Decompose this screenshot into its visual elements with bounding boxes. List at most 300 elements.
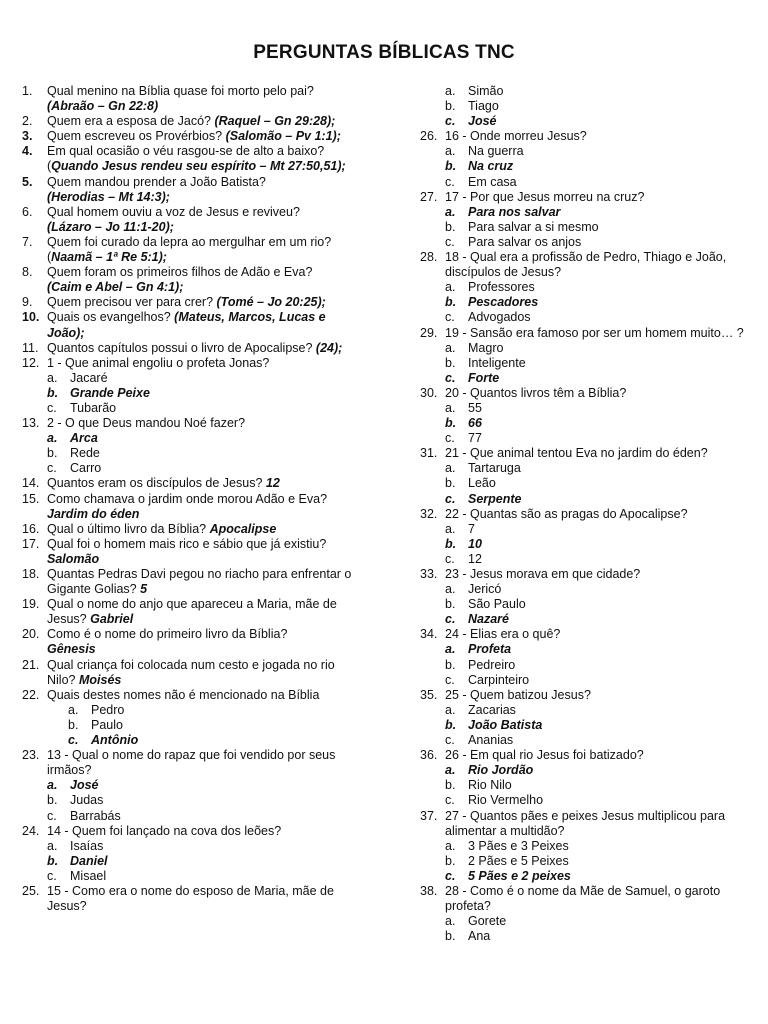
option-text: Grande Peixe	[70, 385, 150, 400]
question-text	[47, 144, 354, 174]
question-item	[22, 114, 354, 129]
question-item	[22, 235, 354, 265]
option-letter: a.	[47, 778, 58, 793]
question-text	[445, 507, 750, 522]
question-prompt: Quem precisou ver para crer?	[47, 295, 217, 310]
answer-option	[420, 854, 750, 869]
question-number: 16.	[22, 521, 40, 536]
question-item	[22, 84, 354, 114]
option-text: Professores	[468, 280, 535, 295]
question-prompt: 2 - O que Deus mandou Noé fazer?	[47, 416, 246, 431]
question-prompt: 19 - Sansão era famoso por ser um homem muito… ?	[445, 325, 744, 340]
question-item	[420, 884, 750, 914]
option-letter: a.	[445, 144, 456, 159]
question-text	[47, 567, 354, 597]
option-letter: a.	[445, 400, 456, 415]
answer-text: (Caim e Abel – Gn 4:1);	[47, 280, 184, 295]
option-text: Barrabás	[70, 808, 121, 823]
option-letter: a.	[445, 84, 456, 98]
question-text	[445, 326, 750, 341]
option-text: Inteligente	[468, 355, 526, 370]
option-text: Profeta	[468, 642, 512, 657]
option-letter: b.	[445, 416, 457, 431]
option-text: Rio Jordão	[468, 763, 534, 778]
question-number: 27.	[420, 189, 438, 204]
option-letter: c.	[445, 310, 455, 325]
option-text: 55	[468, 400, 482, 415]
option-letter: a.	[445, 838, 456, 853]
answer-option	[420, 341, 750, 356]
option-letter: b.	[445, 597, 456, 612]
question-item	[22, 341, 354, 356]
option-letter: b.	[445, 536, 457, 551]
answer-option	[420, 733, 750, 748]
option-text: Ana	[468, 929, 491, 944]
question-prompt: Quem era a esposa de Jacó?	[47, 114, 215, 129]
option-letter: b.	[445, 476, 456, 491]
question-text	[47, 658, 354, 688]
answer-option	[420, 673, 750, 688]
answer-option	[420, 310, 750, 325]
answer-option	[420, 597, 750, 612]
option-text: Em casa	[468, 174, 517, 189]
answer-option	[420, 84, 750, 99]
correct-option	[22, 386, 354, 401]
option-text: Daniel	[70, 853, 108, 868]
option-letter: b.	[445, 219, 456, 234]
question-prompt: 14 - Quem foi lançado na cova dos leões?	[47, 823, 282, 838]
question-item	[22, 265, 354, 295]
option-letter: c.	[47, 808, 57, 823]
option-letter: a.	[47, 370, 58, 385]
answer-option	[22, 809, 354, 824]
option-letter: c.	[445, 174, 455, 189]
question-item	[420, 688, 750, 703]
option-text: Para salvar a si mesmo	[468, 219, 599, 234]
question-number: 36.	[420, 748, 438, 763]
option-letter: a.	[47, 431, 58, 446]
answer-text: Moisés	[78, 672, 122, 687]
option-letter: b.	[445, 99, 456, 114]
question-text	[47, 627, 354, 657]
question-prompt: 17 - Por que Jesus morreu na cruz?	[445, 189, 645, 204]
option-letter: a.	[68, 702, 79, 717]
question-item	[22, 627, 354, 657]
question-text	[47, 537, 354, 567]
question-item	[420, 326, 750, 341]
answer-text: Quando Jesus rendeu seu espírito – Mt 27:50,51);	[51, 159, 346, 174]
correct-option	[420, 205, 750, 220]
question-number: 7.	[22, 234, 33, 249]
option-text: Judas	[70, 793, 104, 808]
answer-option	[420, 522, 750, 537]
question-number: 15.	[22, 491, 40, 506]
option-letter: b.	[445, 295, 457, 310]
answer-option	[420, 356, 750, 371]
answer-text: Naamã – 1ª Re 5:1);	[51, 250, 167, 265]
option-letter: b.	[445, 778, 456, 793]
correct-option	[420, 295, 750, 310]
question-text	[47, 310, 354, 340]
answer-text: (Abraão – Gn 22:8)	[47, 99, 159, 114]
option-letter: b.	[47, 446, 58, 461]
question-number: 38.	[420, 883, 438, 898]
option-letter: c.	[445, 672, 455, 687]
option-letter: a.	[445, 340, 456, 355]
answer-option	[22, 401, 354, 416]
question-number: 35.	[420, 687, 438, 702]
option-text: Paulo	[91, 717, 123, 732]
question-prompt: 23 - Jesus morava em que cidade?	[445, 567, 641, 581]
question-number: 32.	[420, 506, 438, 521]
question-number: 11.	[22, 340, 39, 355]
question-prompt: Como chamava o jardim onde morou Adão e Eva?	[47, 491, 328, 506]
answer-option	[420, 431, 750, 446]
option-letter: b.	[47, 385, 59, 400]
correct-option	[420, 763, 750, 778]
question-prompt: Qual criança foi colocada num cesto e jogada no rio Nilo?	[47, 657, 335, 687]
question-item	[22, 144, 354, 174]
option-text: Tiago	[468, 99, 499, 114]
correct-option	[420, 492, 750, 507]
answer-option	[22, 869, 354, 884]
option-text: 66	[468, 416, 482, 431]
answer-text: 12	[265, 476, 280, 491]
correct-option	[22, 431, 354, 446]
correct-option	[420, 718, 750, 733]
question-number: 30.	[420, 385, 438, 400]
correct-option	[22, 733, 354, 748]
question-text	[445, 250, 750, 280]
question-item	[22, 356, 354, 371]
question-prompt: 25 - Quem batizou Jesus?	[445, 687, 591, 702]
option-text: Jericó	[468, 582, 502, 597]
option-text: Serpente	[468, 491, 522, 506]
question-number: 2.	[22, 114, 33, 129]
answer-option	[420, 220, 750, 235]
question-item	[420, 567, 750, 582]
correct-option	[420, 612, 750, 627]
question-text	[47, 884, 354, 914]
answer-text: Gênesis	[47, 642, 96, 657]
option-letter: b.	[445, 159, 457, 174]
option-letter: c.	[445, 733, 455, 748]
option-text: Para nos salvar	[468, 204, 561, 219]
right-column	[420, 84, 750, 944]
option-letter: a.	[445, 461, 456, 476]
option-text: Pedro	[91, 702, 125, 717]
option-letter: a.	[445, 204, 456, 219]
question-prompt: 22 - Quantas são as pragas do Apocalipse?	[445, 506, 688, 521]
question-number: 20.	[22, 627, 40, 642]
option-text: Simão	[468, 84, 504, 98]
option-text: Gorete	[468, 914, 507, 929]
option-text: Arca	[70, 431, 98, 446]
question-text	[47, 341, 354, 356]
question-item	[22, 295, 354, 310]
question-text	[445, 446, 750, 461]
answer-option	[420, 839, 750, 854]
answer-text: Salomão	[47, 551, 100, 566]
option-text: Tartaruga	[468, 461, 521, 476]
answer-option	[22, 703, 354, 718]
question-number: 28.	[420, 250, 438, 265]
answer-option	[420, 582, 750, 597]
answer-text: (Herodias – Mt 14:3);	[47, 189, 170, 204]
question-number: 25.	[22, 883, 40, 898]
option-text: 10	[468, 536, 482, 551]
question-item	[22, 522, 354, 537]
correct-option	[420, 114, 750, 129]
option-letter: c.	[445, 868, 456, 883]
question-item	[22, 824, 354, 839]
answer-text: (Salomão – Pv 1:1);	[225, 129, 341, 144]
question-text	[47, 597, 354, 627]
question-text	[47, 265, 354, 295]
question-number: 22.	[22, 687, 40, 702]
question-item	[420, 446, 750, 461]
correct-option	[420, 537, 750, 552]
question-prompt: 28 - Como é o nome da Mãe de Samuel, o garoto profeta?	[445, 883, 721, 914]
option-text: Na cruz	[468, 159, 514, 174]
option-text: Zacarias	[468, 702, 516, 717]
option-text: Magro	[468, 340, 504, 355]
answer-text: Apocalipse	[209, 521, 277, 536]
question-prompt: Qual o último livro da Bíblia?	[47, 521, 210, 536]
answer-option	[420, 793, 750, 808]
question-text	[47, 476, 354, 491]
answer-text: Jardim do éden	[47, 506, 140, 521]
answer-text: 5	[140, 582, 148, 597]
question-item	[22, 748, 354, 778]
option-text: 77	[468, 431, 482, 446]
question-item	[22, 310, 354, 340]
answer-text: (Mateus, Marcos, Lucas e João);	[47, 310, 326, 340]
option-text: Isaías	[70, 838, 104, 853]
correct-option	[22, 854, 354, 869]
question-number: 10.	[22, 310, 40, 325]
option-letter: a.	[445, 280, 456, 295]
question-prompt: Qual o nome do anjo que apareceu a Maria, mãe de Jesus?	[47, 597, 337, 627]
question-text	[445, 129, 750, 144]
question-prompt: Quantos eram os discípulos de Jesus?	[47, 476, 266, 491]
question-prompt: 1 - Que animal engoliu o profeta Jonas?	[47, 355, 270, 370]
correct-option	[22, 778, 354, 793]
option-text: Rio Vermelho	[468, 793, 544, 808]
answer-option	[420, 461, 750, 476]
option-text: 3 Pães e 3 Peixes	[468, 838, 569, 853]
option-letter: c.	[445, 370, 456, 385]
option-text: Leão	[468, 476, 496, 491]
question-text	[47, 416, 354, 431]
question-text	[47, 356, 354, 371]
question-item	[420, 250, 750, 280]
option-letter: a.	[445, 582, 456, 597]
question-number: 34.	[420, 627, 438, 642]
answer-option	[22, 839, 354, 854]
option-letter: c.	[445, 491, 456, 506]
question-prompt: Qual homem ouviu a voz de Jesus e reviveu?	[47, 204, 300, 219]
option-text: 12	[468, 551, 482, 566]
question-prompt: Quantas Pedras Davi pegou no riacho para enfrentar o Gigante Golias?	[47, 567, 352, 597]
option-text: Nazaré	[468, 612, 509, 627]
answer-option	[420, 175, 750, 190]
question-text	[445, 884, 750, 914]
question-text	[445, 809, 750, 839]
answer-text: (Raquel – Gn 29:28);	[214, 114, 336, 129]
option-text: 5 Pães e 2 peixes	[468, 868, 571, 883]
question-prompt: Qual menino na Bíblia quase foi morto pelo pai?	[47, 84, 314, 98]
question-item	[420, 129, 750, 144]
question-prompt: 24 - Elias era o quê?	[445, 627, 561, 642]
answer-text: (24);	[315, 340, 343, 355]
option-text: Rio Nilo	[468, 778, 512, 793]
answer-option	[22, 461, 354, 476]
question-item	[22, 129, 354, 144]
option-text: Para salvar os anjos	[468, 234, 582, 249]
question-prompt: Quem foram os primeiros filhos de Adão e Eva?	[47, 265, 313, 280]
question-text	[47, 129, 354, 144]
option-letter: b.	[47, 853, 59, 868]
question-item	[420, 386, 750, 401]
answer-option	[420, 99, 750, 114]
question-number: 17.	[22, 536, 40, 551]
option-text: Misael	[70, 868, 107, 883]
question-text	[47, 824, 354, 839]
question-number: 9.	[22, 295, 33, 310]
question-number: 6.	[22, 204, 33, 219]
option-letter: c.	[445, 551, 455, 566]
question-prompt: 21 - Que animal tentou Eva no jardim do éden?	[445, 446, 708, 461]
answer-option	[420, 401, 750, 416]
answer-option	[22, 371, 354, 386]
question-item	[22, 884, 354, 914]
answer-option	[420, 476, 750, 491]
option-text: João Batista	[468, 717, 543, 732]
question-number: 14.	[22, 476, 40, 491]
option-text: Na guerra	[468, 144, 524, 159]
question-prompt: Quem escreveu os Provérbios?	[47, 129, 226, 144]
question-prompt: Quem mandou prender a João Batista?	[47, 174, 266, 189]
question-item	[22, 175, 354, 205]
question-number: 29.	[420, 325, 438, 340]
option-text: 7	[468, 521, 475, 536]
question-number: 24.	[22, 823, 40, 838]
option-text: Ananias	[468, 733, 514, 748]
option-letter: a.	[47, 838, 58, 853]
answer-option	[420, 914, 750, 929]
question-prompt: Em qual ocasião o véu rasgou-se de alto a baixo?	[47, 144, 325, 159]
option-letter: c.	[445, 114, 456, 129]
option-letter: a.	[445, 914, 456, 929]
option-letter: c.	[445, 612, 456, 627]
question-item	[22, 688, 354, 703]
answer-prefix: (	[47, 159, 52, 174]
question-text	[445, 627, 750, 642]
option-letter: c.	[47, 868, 57, 883]
answer-option	[420, 552, 750, 567]
question-prompt: 20 - Quantos livros têm a Bíblia?	[445, 385, 627, 400]
question-text	[47, 688, 354, 703]
question-text	[47, 175, 354, 205]
answer-prefix: (	[47, 250, 52, 265]
option-text: Pedreiro	[468, 657, 516, 672]
correct-option	[420, 642, 750, 657]
answer-option	[22, 718, 354, 733]
correct-option	[420, 159, 750, 174]
option-letter: a.	[445, 521, 456, 536]
question-number: 4.	[22, 144, 33, 159]
question-prompt: 26 - Em qual rio Jesus foi batizado?	[445, 748, 644, 763]
question-prompt: Como é o nome do primeiro livro da Bíblia?	[47, 627, 288, 642]
option-text: Advogados	[468, 310, 531, 325]
option-letter: b.	[47, 793, 58, 808]
answer-option	[22, 793, 354, 808]
question-number: 13.	[22, 416, 40, 431]
question-number: 21.	[22, 657, 40, 672]
question-item	[22, 597, 354, 627]
question-text	[445, 567, 750, 582]
option-letter: b.	[445, 355, 456, 370]
question-number: 31.	[420, 446, 438, 461]
answer-text: (Lázaro – Jo 11:1-20);	[47, 219, 174, 234]
option-letter: b.	[445, 929, 456, 944]
option-letter: c.	[445, 234, 455, 249]
option-text: Pescadores	[468, 295, 539, 310]
question-item	[22, 476, 354, 491]
option-letter: c.	[445, 793, 455, 808]
question-prompt: 18 - Qual era a profissão de Pedro, Thiago e João, discípulos de Jesus?	[445, 250, 727, 280]
question-item	[22, 205, 354, 235]
question-item	[420, 190, 750, 205]
question-number: 3.	[22, 129, 33, 144]
question-item	[22, 537, 354, 567]
question-text	[47, 748, 354, 778]
answer-option	[420, 235, 750, 250]
question-text	[47, 522, 354, 537]
option-text: Jacaré	[70, 370, 108, 385]
question-item	[420, 507, 750, 522]
question-item	[22, 658, 354, 688]
question-item	[420, 748, 750, 763]
question-number: 1.	[22, 84, 33, 98]
option-letter: b.	[445, 657, 456, 672]
question-number: 18.	[22, 567, 40, 581]
question-prompt: Qual foi o homem mais rico e sábio que já existiu?	[47, 536, 327, 551]
correct-option	[420, 416, 750, 431]
question-text	[445, 190, 750, 205]
option-letter: c.	[445, 431, 455, 446]
option-text: José	[70, 778, 99, 793]
answer-option	[420, 778, 750, 793]
question-item	[420, 809, 750, 839]
question-number: 23.	[22, 748, 40, 763]
option-text: Carpinteiro	[468, 672, 530, 687]
question-item	[22, 567, 354, 597]
option-letter: a.	[445, 763, 456, 778]
answer-text: Gabriel	[90, 612, 134, 627]
question-text	[47, 205, 354, 235]
option-text: Carro	[70, 461, 102, 476]
question-prompt: Quais destes nomes não é mencionado na Bíblia	[47, 687, 320, 702]
option-letter: b.	[445, 853, 456, 868]
left-column	[22, 84, 354, 914]
option-text: José	[468, 114, 497, 129]
question-number: 8.	[22, 265, 33, 280]
question-text	[445, 688, 750, 703]
answer-option	[420, 658, 750, 673]
question-number: 37.	[420, 808, 438, 823]
